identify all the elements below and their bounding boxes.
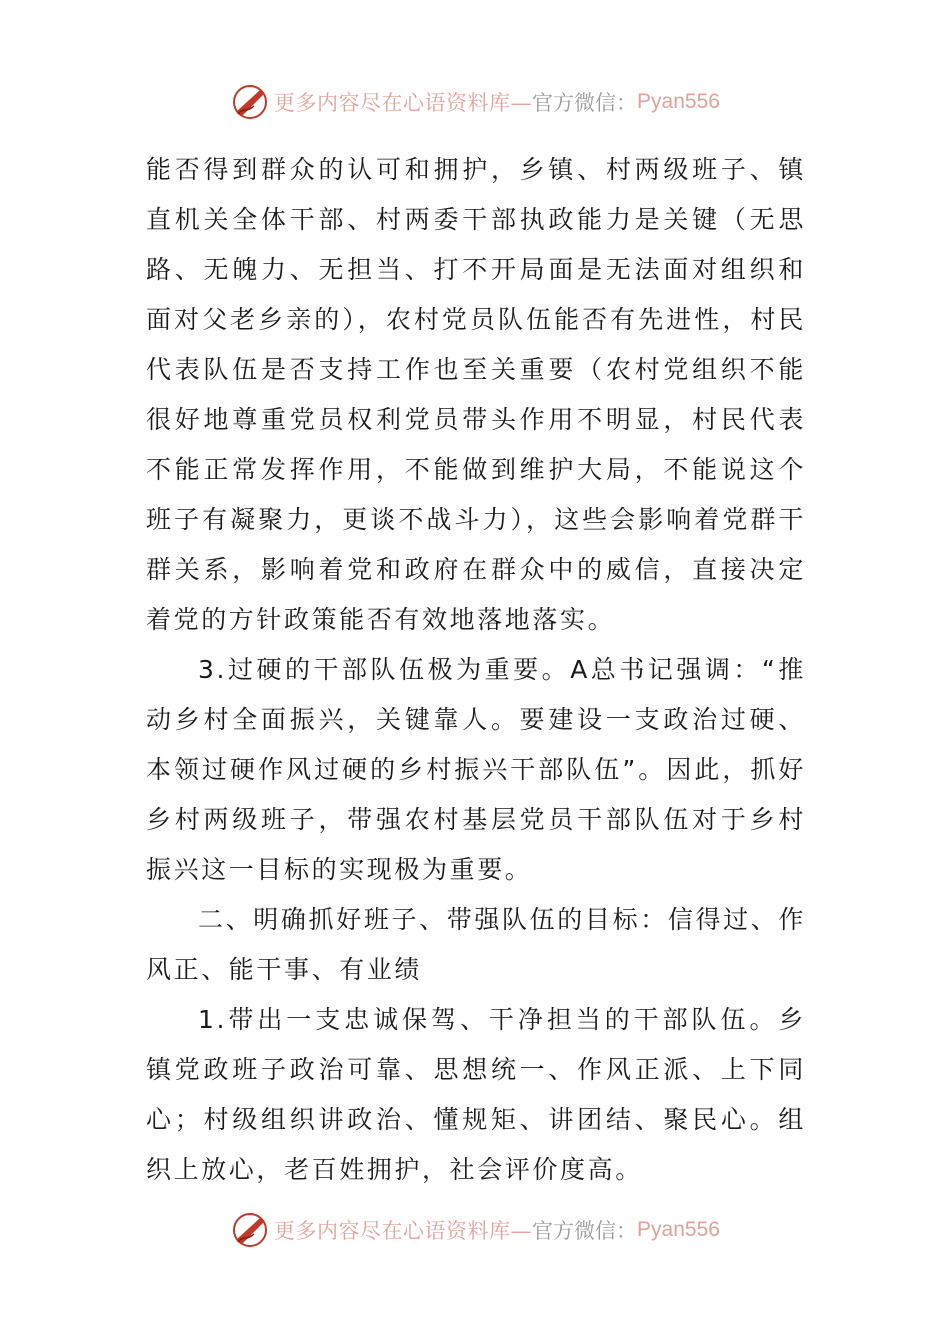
pen-logo-icon (230, 1210, 270, 1250)
wechat-id: Pyan556 (637, 1218, 720, 1241)
paragraph-4: 1.带出一支忠诚保驾、干净担当的干部队伍。乡镇党政班子政治可靠、思想统一、作风正派、上下同心；村级组织讲政治、懂规矩、讲团结、聚民心。组织上放心，老百姓拥护，社会评价度高。 (146, 1005, 806, 1184)
header-watermark (0, 80, 950, 124)
wechat-label: 官方微信： (532, 1219, 638, 1243)
wechat-label: 官方微信： (532, 91, 638, 115)
footer-watermark (0, 1208, 950, 1252)
document-body (146, 145, 806, 1195)
wechat-id: Pyan556 (637, 90, 720, 113)
paragraph-2: 3.过硬的干部队伍极为重要。A总书记强调：“推动乡村全面振兴，关键靠人。要建设一支政治过硬、本领过硬作风过硬的乡村振兴干部队伍”。因此，抓好乡村两级班子，带强农村基层党员干部队伍对于乡村振兴这一目标的实现极为重要。 (146, 655, 806, 884)
section-heading: 二、明确抓好班子、带强队伍的目标：信得过、作风正、能干事、有业绩 (146, 905, 806, 984)
pen-logo-icon (230, 82, 270, 122)
watermark-text: 更多内容尽在心语资料库— (274, 1219, 533, 1243)
watermark-text: 更多内容尽在心语资料库— (274, 91, 533, 115)
paragraph-1: 能否得到群众的认可和拥护，乡镇、村两级班子、镇直机关全体干部、村两委干部执政能力是关键（无思路、无魄力、无担当、打不开局面是无法面对组织和面对父老乡亲的），农村党员队伍能否有先进性，村民代表队伍是否支持工作也至关重要（农村党组织不能很好地尊重党员权利党员带头作用不明显，村民代表不能正常发挥作用，不能做到维护大局，不能说这个班子有凝聚力，更谈不战斗力），这些会影响着党群干群关系，影响着党和政府在群众中的威信，直接决定着党的方针政策能否有效地落地落实。 (146, 155, 806, 634)
